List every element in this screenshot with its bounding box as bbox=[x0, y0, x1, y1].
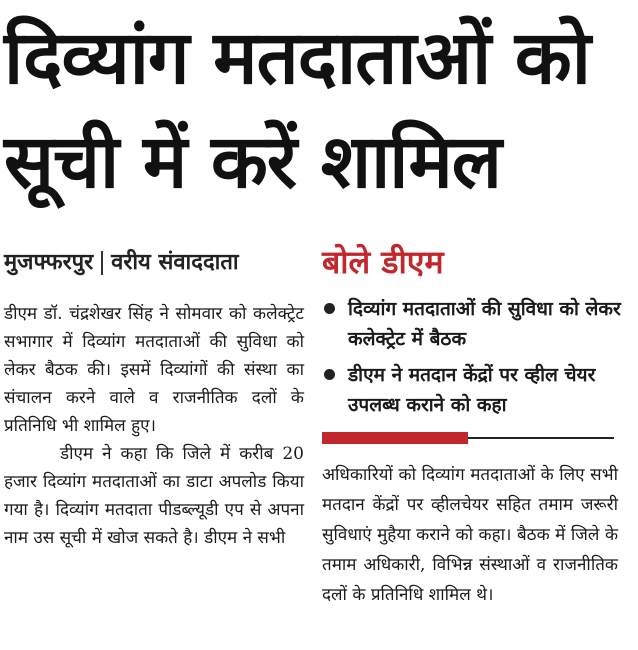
highlight-bullet-text: डीएम ने मतदान केंद्रों पर व्हील चेयर उपलब्ध कराने को कहा bbox=[348, 364, 596, 416]
article-body-left bbox=[4, 300, 304, 552]
highlight-bullets bbox=[322, 294, 622, 426]
highlight-bullet-1 bbox=[322, 294, 622, 354]
highlight-box-title: बोले डीएम bbox=[322, 243, 444, 281]
byline-reporter: वरीय संवाददाता bbox=[111, 250, 239, 275]
headline: दिव्यांग मतदाताओं को सूची में करें शामिल bbox=[4, 15, 590, 205]
bullet-dot-icon bbox=[324, 303, 335, 314]
highlight-bullet-text: दिव्यांग मतदाताओं की सुविधा को लेकर कलेक्ट्रेट में बैठक bbox=[348, 298, 621, 350]
divider-rule bbox=[468, 437, 614, 439]
accent-rule bbox=[322, 432, 468, 444]
article-paragraph-2: डीएम ने कहा कि जिले में करीब 20 हजार दिव्यांग मतदाताओं का डाटा अपलोड किया गया है। दिव्यांग मतदाता पीडब्ल्यूडी एप से अपना नाम उस सूची में खोज सकते है। डीएम ने सभी bbox=[4, 444, 304, 548]
byline bbox=[4, 246, 304, 276]
byline-place: मुजफ्फरपुर bbox=[4, 250, 94, 275]
bullet-dot-icon bbox=[324, 369, 335, 380]
article-paragraph-1: डीएम डॉ. चंद्रशेखर सिंह ने सोमवार को कलेक्ट्रेट सभागार में दिव्यांग मतदाताओं की सुविधा को लेकर बैठक की। इसमें दिव्यांगों की संस्था का संचालन करने वाले व राजनीतिक दलों के प्रतिनिधि भी शामिल हुए। bbox=[4, 304, 304, 436]
article-paragraph-3: अधिकारियों को दिव्यांग मतदाताओं के लिए सभी मतदान केंद्रों पर व्हीलचेयर सहित तमाम जरूरी सुविधाएं मुहैया कराने को कहा। बैठक में जिले के तमाम अधिकारी, विभिन्न संस्थाओं व राजनीतिक दलों के प्रतिनिधि शामिल थे। bbox=[322, 465, 618, 605]
highlight-bullet-2 bbox=[322, 360, 622, 420]
byline-divider bbox=[101, 251, 103, 275]
